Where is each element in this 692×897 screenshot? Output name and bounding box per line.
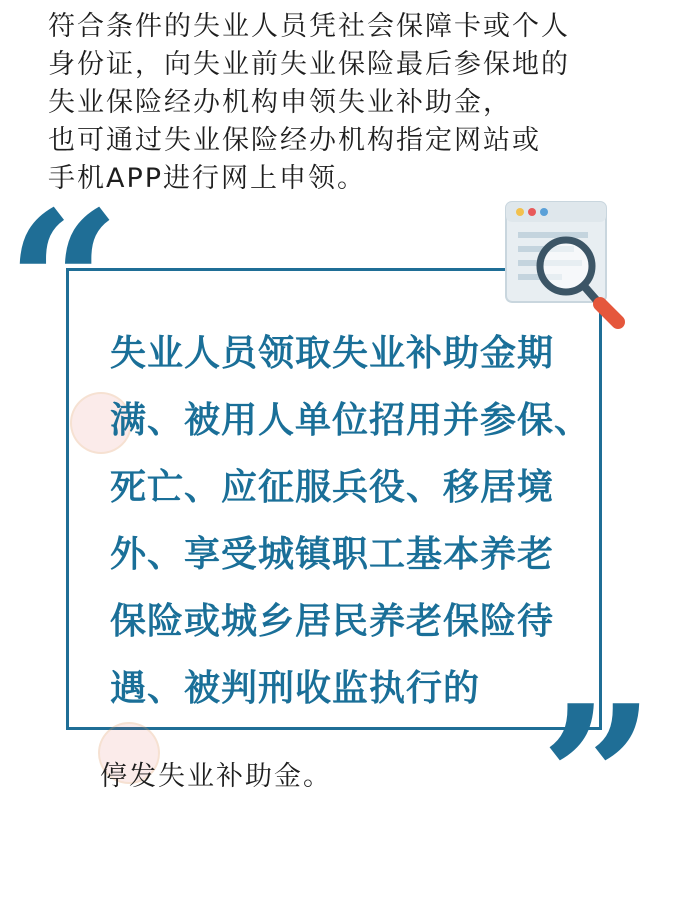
highlight-line: 满、被用人单位招用并参保、 [110,400,592,441]
intro-line: 也可通过失业保险经办机构指定网站或 [48,125,541,156]
highlight-line: 遇、被判刑收监执行的 [110,668,481,709]
intro-line: 手机APP进行网上申领。 [48,163,367,194]
intro-line: 失业保险经办机构申领失业补助金， [48,87,512,118]
highlight-line: 死亡、应征服兵役、移居境 [110,467,555,508]
intro-line: 符合条件的失业人员凭社会保障卡或个人 [48,11,570,42]
close-quote-icon: ” [540,662,656,897]
highlight-line: 外、享受城镇职工基本养老 [110,534,555,575]
highlight-line: 保险或城乡居民养老保险待 [110,601,555,642]
outro-text: 停发失业补助金。 [100,761,332,792]
intro-line: 身份证，向失业前失业保险最后参保地的 [48,49,570,80]
open-quote-icon: “ [6,168,122,403]
highlight-line: 失业人员领取失业补助金期 [110,333,555,374]
document-magnifier-icon [502,198,630,330]
intro-paragraph [48,8,678,198]
highlight-paragraph [110,320,590,722]
